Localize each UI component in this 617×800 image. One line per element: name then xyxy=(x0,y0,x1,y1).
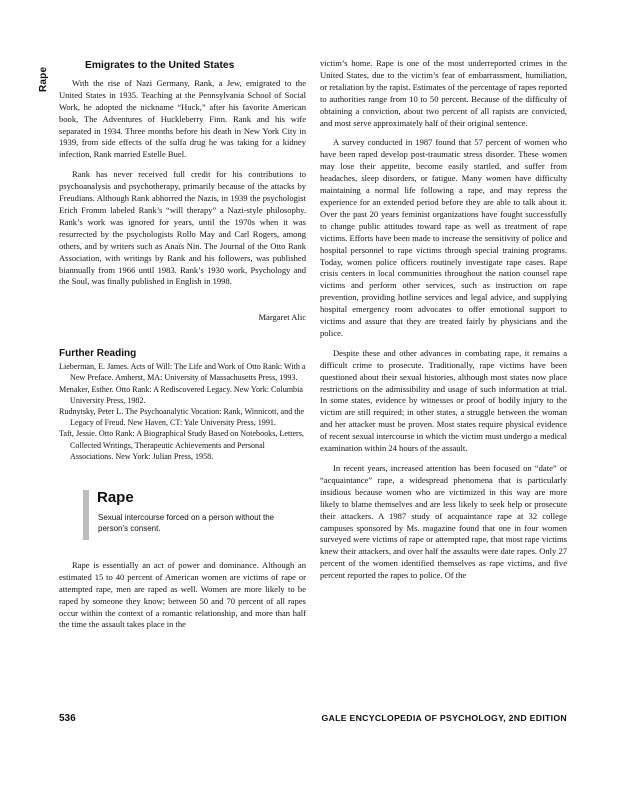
reference-item: Lieberman, E. James. Acts of Will: The Life and Work of Otto Rank: With a New Preface. Amherst, MA: University of Massachusetts Press, 1993. xyxy=(59,362,306,383)
reference-item: Rudnytsky, Peter L. The Psychoanalytic Vocation: Rank, Winnicott, and the Legacy of Freud. New Haven, CT: Yale University Press, 1991. xyxy=(59,406,305,428)
entry-header-box xyxy=(83,490,306,540)
running-head-text: Rape xyxy=(38,66,49,92)
entry-definition: Sexual intercourse forced on a person without the person’s consent. xyxy=(98,512,275,533)
paragraph: A survey conducted in 1987 found that 57 percent of women who have been raped develop post-traumatic stress disorder. These women may lose their appetite, become easily startled, and suffer from headaches, sleep disorders, or fatigue. Many women have difficulty maintaining a normal life following a rape, and may repress the experience for an extended period before they are able to talk about it. Over the past 20 years feminist organizations have fought successfully to change public attitudes toward rape as well as treatment of rape victims. Efforts have been made to increase the sensitivity of police and hospital personnel to rape victims through special training programs. Today, women police officers routinely investigate rape cases. Rape crisis centers in local communities throughout the nation counsel rape victims and perform other services, such as instruction on rape prevention, providing hotline services and legal advice, and supplying hospital emergency room advocates to offer emotional support to victims and assure that they are treated fairly by physicians and the police. xyxy=(320,137,567,338)
paragraph: Rank has never received full credit for his contributions to psychoanalysis and psychotherapy, primarily because of the attacks by Freudians. Although Rank abhorred the Nazis, in 1939 the psychologist Erich Fromm labeled Rank’s “will therapy” a Nazi-style philosophy. Rank’s work was ignored for years, until the 1970s when it was resurrected by the psychologists Rollo May and Carl Rogers, among others, and by writers such as Anaïs Nin. The Journal of the Otto Rank Association, with writings by Rank and his followers, was published biannually from 1966 until 1983. Rank’s 1930 work, Psychology and the Soul, was finally published in English in 1998. xyxy=(59,169,306,287)
section-heading: Emigrates to the United States xyxy=(85,60,235,71)
running-head xyxy=(38,66,54,96)
author-byline: Margaret Alic xyxy=(258,312,306,323)
right-column xyxy=(320,58,567,582)
page-number: 536 xyxy=(59,713,76,724)
paragraph: In recent years, increased attention has been focused on “date” or “acquaintance” rape, a widespread phenomena that is particularly insidious because women who are victimized in this way are more likely to blame themselves and are less likely to seek help or prosecute their attackers. A 1987 study of acquaintance rape at 32 college campuses sponsored by Ms. magazine found that one in four women surveyed were victims of rape or attempted rape, that most rape victims knew their attackers, and over half the assaults were date rapes. Only 27 percent of the women identified themselves as rape victims, and five percent reported the rapes to police. Of the xyxy=(320,463,567,581)
entry-title: Rape xyxy=(97,488,134,506)
paragraph: Despite these and other advances in combating rape, it remains a difficult crime to prosecute. Traditionally, rape victims have been questioned about their sexual histories, although most states now place restrictions on the admissibility and usage of such information at trial. In some states, evidence by witnesses or proof of bodily injury to the victim are still required; in other states, a struggle between the woman and her attacker must be proven. Most states require physical evidence of recent sexual intercourse in which the victim must undergo a medical examination within 24 hours of the assault. xyxy=(320,347,567,454)
left-column xyxy=(59,58,306,631)
reference-item: Taft, Jessie. Otto Rank: A Biographical Study Based on Notebooks, Letters, Collected Writings, Therapeutic Achievements and Personal Associations. New York: Julian Press, 1958. xyxy=(59,429,304,461)
paragraph: With the rise of Nazi Germany, Rank, a Jew, emigrated to the United States in 1935. Teaching at the Pennsylvania School of Social Work, he adopted the nickname “Huck,” after his favorite American book, The Adventures of Huckleberry Finn. Rank and his wife separated in 1934. Three months before his death in New York City in 1939, from side effects of the sulfa drug he was taking for a kidney infection, Rank married Estelle Buel. xyxy=(59,77,306,160)
paragraph: victim’s home. Rape is one of the most underreported crimes in the United States, due to the victim’s fear of embarrassment, humiliation, or retaliation by the rapist. Estimates of the percentage of rapes reported to authorities range from 10 to 50 percent. Because of the difficulty of obtaining a conviction, about two percent of all rapists are convicted, and most serve approximately half of their original sentence. xyxy=(320,58,567,128)
reference-item: Menaker, Esther. Otto Rank: A Rediscovered Legacy. New York: Columbia University Press, 1982. xyxy=(59,384,303,405)
paragraph: Rape is essentially an act of power and dominance. Although an estimated 15 to 40 percent of American women are victims of rape or attempted rape, men are raped as well. Women are more likely to be raped by someone they know; between 50 and 70 percent of all rapes occur within the context of a romantic relationship, and more than half the time the assault takes place in the xyxy=(59,559,306,630)
further-reading-heading: Further Reading xyxy=(59,348,137,360)
footer-title: GALE ENCYCLOPEDIA OF PSYCHOLOGY, 2ND EDITION xyxy=(321,713,567,723)
